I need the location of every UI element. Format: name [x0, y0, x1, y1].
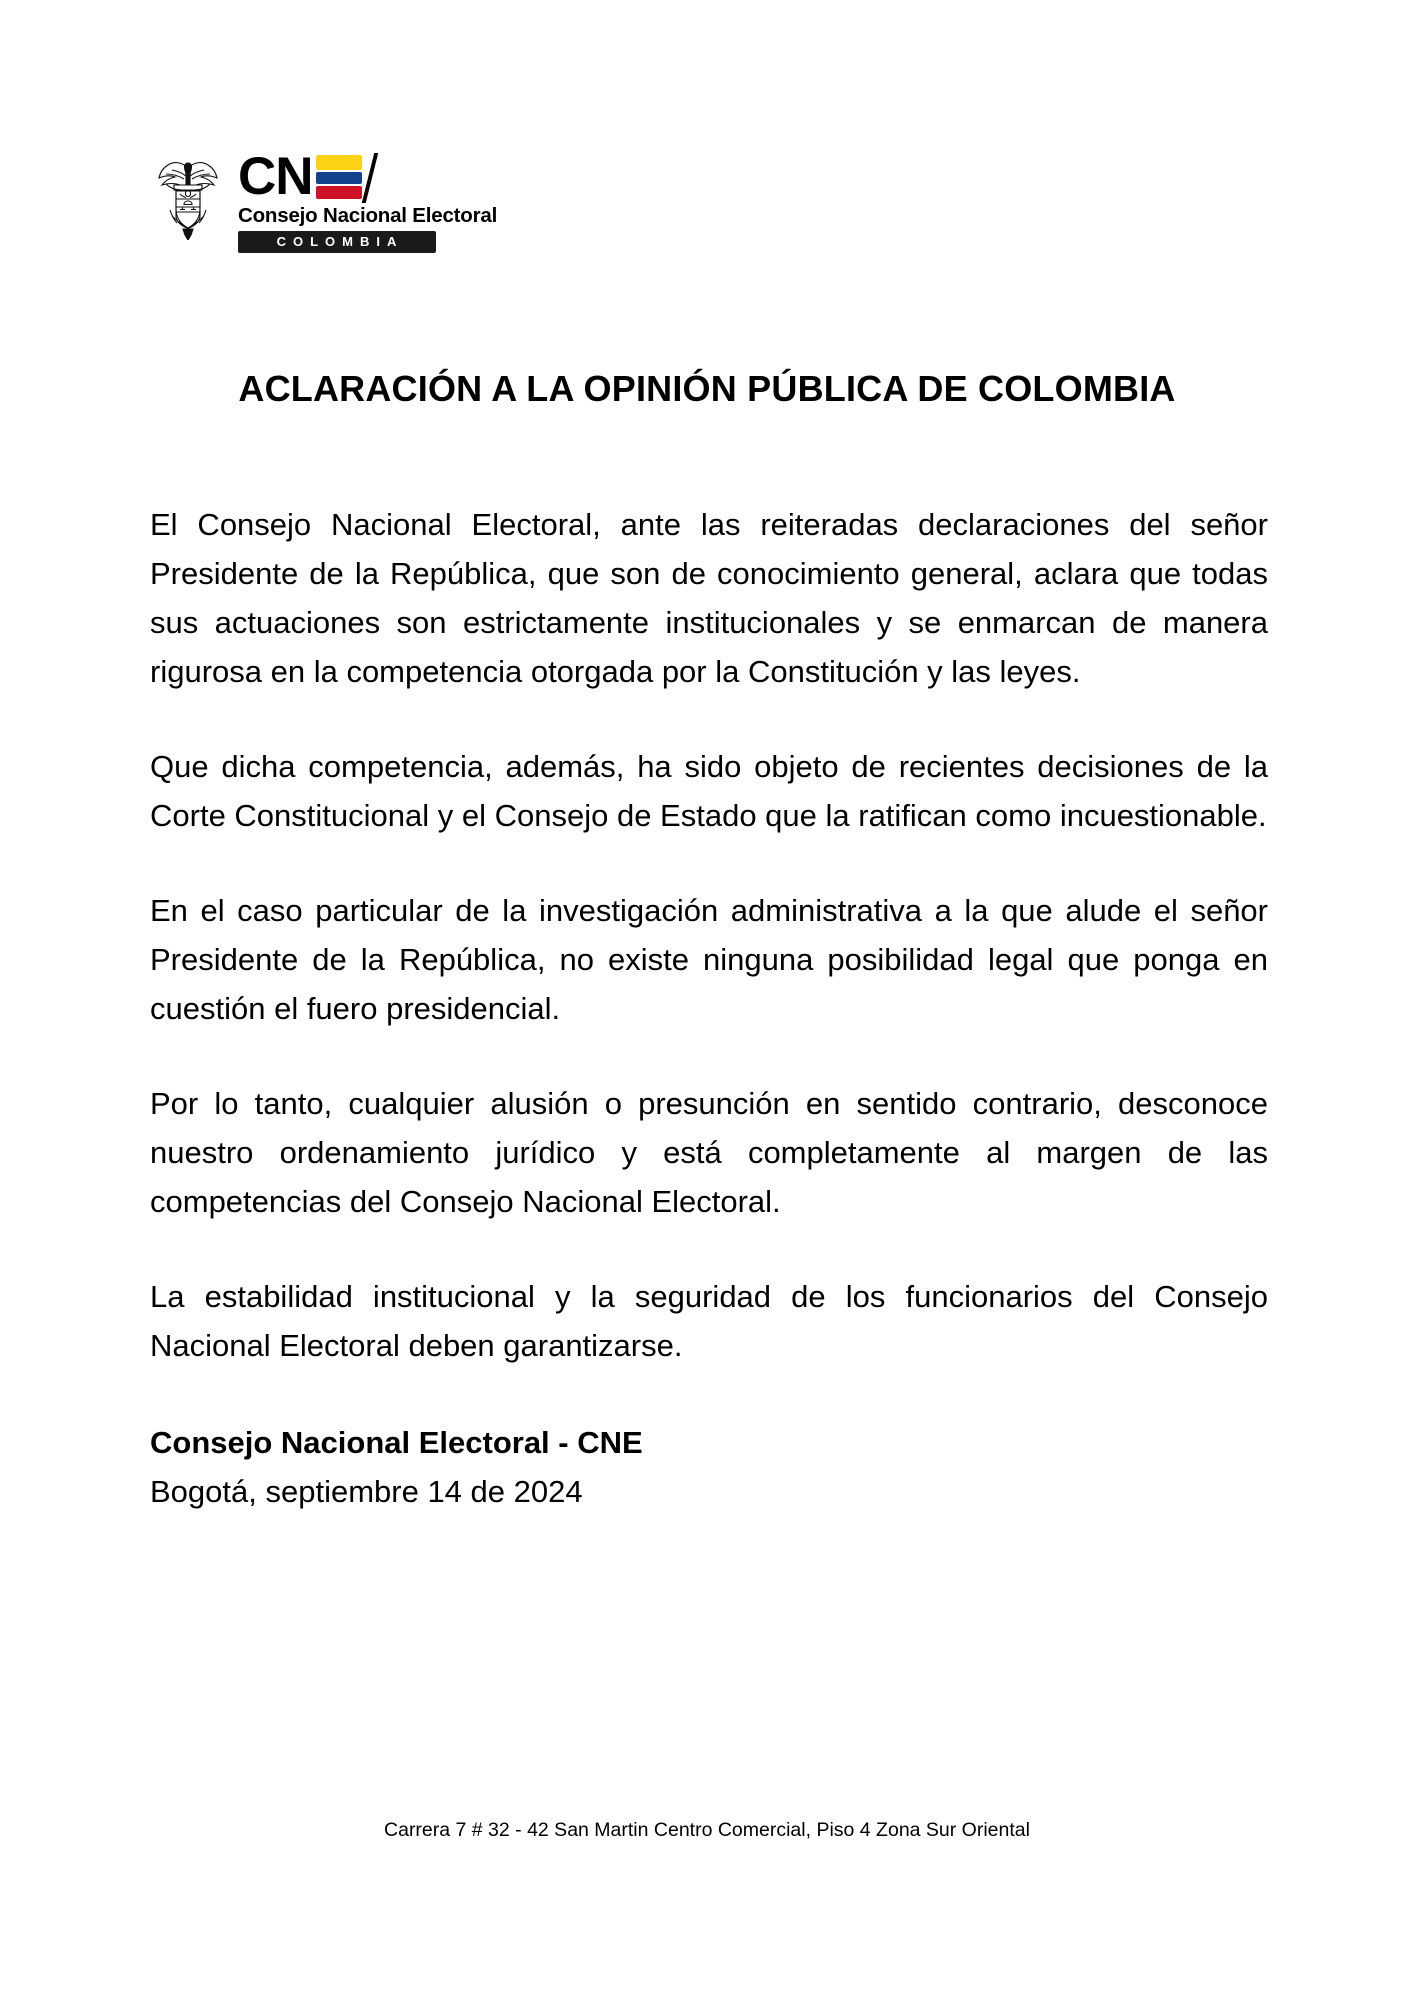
paragraph-4: Por lo tanto, cualquier alusión o presunción en sentido contrario, desconoce nuestro ordenamiento jurídico y está completamente al margen de las competencias del Consejo Nacional Electoral. [150, 1086, 1268, 1219]
flag-slash-icon [361, 153, 377, 203]
flag-stripe-blue [316, 172, 362, 184]
colombia-coat-of-arms-icon [152, 154, 224, 240]
logo-acronym: CN [238, 147, 313, 206]
page-title: ACLARACIÓN A LA OPINIÓN PÚBLICA DE COLOMBIA [238, 368, 1176, 410]
flag-stripe-red [316, 186, 362, 199]
paragraph-5: La estabilidad institucional y la seguridad de los funcionarios del Consejo Nacional Electoral deben garantizarse. [150, 1279, 1268, 1363]
paragraph-1: El Consejo Nacional Electoral, ante las reiteradas declaraciones del señor Presidente de la República, que son de conocimiento general, aclara que todas sus actuaciones son estrictamente institucionales y se enmarcan de manera rigurosa en la competencia otorgada por la Constitución y las leyes. [150, 507, 1268, 689]
signature-organization: Consejo Nacional Electoral - CNE [150, 1425, 643, 1460]
signature-place-date: Bogotá, septiembre 14 de 2024 [150, 1474, 583, 1509]
paragraph-2: Que dicha competencia, además, ha sido objeto de recientes decisiones de la Corte Constitucional y el Consejo de Estado que la ratifican como incuestionable. [150, 749, 1268, 833]
cne-logo [152, 147, 498, 253]
signature-block [150, 1418, 1268, 1516]
logo-organization-name: Consejo Nacional Electoral [238, 204, 498, 227]
logo-country-bar: COLOMBIA [238, 231, 436, 253]
footer-address: Carrera 7 # 32 - 42 San Martin Centro Comercial, Piso 4 Zona Sur Oriental [384, 1819, 1030, 1841]
colombia-flag-stripes-icon [316, 155, 372, 200]
paragraph-3: En el caso particular de la investigación administrativa a la que alude el señor Presidente de la República, no existe ninguna posibilidad legal que ponga en cuestión el fuero presidencial. [150, 893, 1268, 1026]
flag-stripe-yellow [316, 155, 362, 170]
document-body [150, 500, 1268, 1516]
logo-wordmark [238, 147, 498, 253]
